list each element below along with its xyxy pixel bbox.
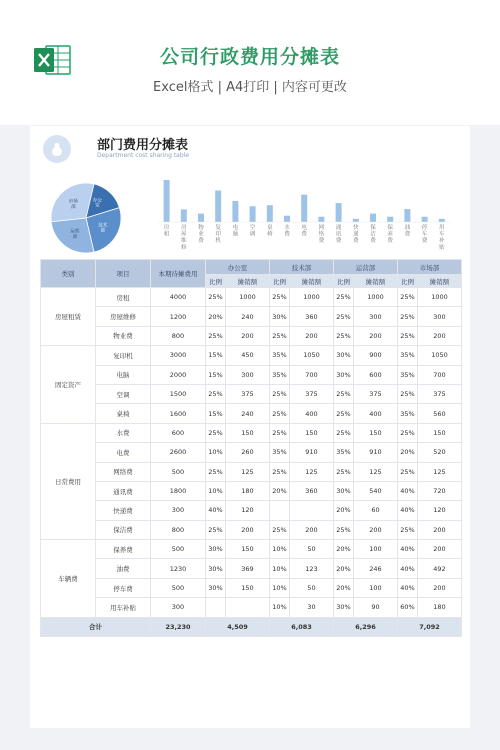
table-row	[41, 404, 462, 423]
share-cell: 125	[354, 462, 398, 481]
share-cell: 200	[226, 520, 270, 539]
bar-category-label: 桌椅	[266, 225, 273, 238]
share-cell: 200	[290, 520, 334, 539]
amount-cell: 600	[151, 423, 206, 442]
ratio-cell: 25%	[334, 326, 354, 345]
table-row	[41, 598, 462, 617]
ratio-cell: 25%	[206, 326, 226, 345]
table-row	[41, 423, 462, 442]
ratio-cell: 15%	[206, 365, 226, 384]
pie-slice-label: 办公室	[92, 198, 103, 209]
header-ratio: 比例	[334, 275, 354, 288]
ratio-cell: 25%	[334, 307, 354, 326]
amount-cell: 3000	[151, 346, 206, 365]
pie-slice-label: 运营部	[70, 229, 80, 240]
ratio-cell: 10%	[206, 443, 226, 462]
share-cell: 60	[354, 501, 398, 520]
share-cell: 200	[290, 326, 334, 345]
ratio-cell: 25%	[398, 307, 418, 326]
ratio-cell: 25%	[270, 462, 290, 481]
share-cell: 1000	[290, 288, 334, 307]
header-share: 摊销额	[418, 275, 462, 288]
share-cell: 150	[418, 423, 462, 442]
ratio-cell: 30%	[334, 481, 354, 500]
item-cell: 电脑	[96, 365, 151, 384]
bar	[439, 219, 445, 222]
share-cell: 150	[226, 540, 270, 559]
ratio-cell: 25%	[398, 384, 418, 403]
ratio-cell: 30%	[334, 365, 354, 384]
table-row	[41, 346, 462, 365]
amount-cell: 500	[151, 462, 206, 481]
bar	[370, 214, 376, 222]
ratio-cell: 25%	[334, 288, 354, 307]
ratio-cell: 30%	[334, 598, 354, 617]
table-row	[41, 288, 462, 307]
ratio-cell: 35%	[334, 443, 354, 462]
bar-category-label: 油费	[404, 225, 411, 238]
ratio-cell: 25%	[206, 520, 226, 539]
ratio-cell: 25%	[270, 384, 290, 403]
ratio-cell: 35%	[398, 404, 418, 423]
share-cell: 120	[418, 501, 462, 520]
share-cell: 360	[290, 481, 334, 500]
category-cell: 车辆费	[41, 540, 96, 618]
amount-cell: 500	[151, 540, 206, 559]
item-cell: 桌椅	[96, 404, 151, 423]
share-cell: 50	[290, 540, 334, 559]
bar-category-label: 电费	[301, 225, 308, 238]
share-cell: 125	[226, 462, 270, 481]
share-cell	[226, 598, 270, 617]
share-cell: 1050	[290, 346, 334, 365]
share-cell: 150	[226, 423, 270, 442]
share-cell: 30	[290, 598, 334, 617]
header-ratio: 比例	[206, 275, 226, 288]
ratio-cell: 15%	[206, 404, 226, 423]
share-cell: 520	[418, 443, 462, 462]
item-cell: 快递费	[96, 501, 151, 520]
ratio-cell: 30%	[206, 559, 226, 578]
share-cell: 1000	[354, 288, 398, 307]
share-cell: 600	[354, 365, 398, 384]
amount-cell: 4000	[151, 288, 206, 307]
pie-slice-label: 技术部	[98, 223, 108, 234]
ratio-cell: 25%	[270, 288, 290, 307]
item-cell: 保洁费	[96, 520, 151, 539]
item-cell: 水费	[96, 423, 151, 442]
bar	[181, 209, 187, 222]
bar	[198, 214, 204, 222]
share-cell: 450	[226, 346, 270, 365]
bar	[215, 191, 221, 223]
share-cell: 300	[226, 365, 270, 384]
ratio-cell: 25%	[270, 404, 290, 423]
ratio-cell: 20%	[270, 481, 290, 500]
ratio-cell: 25%	[206, 423, 226, 442]
ratio-cell: 10%	[270, 540, 290, 559]
share-cell: 1000	[226, 288, 270, 307]
share-cell: 700	[418, 365, 462, 384]
bar	[404, 209, 410, 222]
ratio-cell	[270, 501, 290, 520]
share-cell: 180	[418, 598, 462, 617]
ratio-cell: 25%	[334, 404, 354, 423]
sheet-subtitle: Department cost sharing table	[97, 152, 190, 159]
amount-cell: 500	[151, 578, 206, 597]
amount-cell: 1200	[151, 307, 206, 326]
amount-cell: 1800	[151, 481, 206, 500]
totals-share: 6,296	[334, 617, 398, 636]
bar-category-label: 水费	[284, 225, 290, 238]
ratio-cell: 25%	[398, 288, 418, 307]
bar-category-label: 网络费	[318, 225, 325, 245]
ratio-cell: 25%	[398, 423, 418, 442]
header-ratio: 比例	[270, 275, 290, 288]
share-cell: 240	[226, 404, 270, 423]
header-amount: 本期待摊费用	[151, 260, 206, 288]
header-category: 类别	[41, 260, 96, 288]
item-cell: 空调	[96, 384, 151, 403]
ratio-cell: 25%	[334, 423, 354, 442]
share-cell: 910	[354, 443, 398, 462]
amount-cell: 800	[151, 326, 206, 345]
page-subtitle: Excel格式 | A4打印 | 内容可更改	[153, 80, 347, 95]
bar	[164, 180, 170, 222]
bar	[422, 217, 428, 222]
ratio-cell: 10%	[206, 481, 226, 500]
share-cell: 120	[226, 501, 270, 520]
share-cell: 125	[418, 462, 462, 481]
item-cell: 油费	[96, 559, 151, 578]
bar-category-label: 保养费	[387, 225, 394, 245]
ratio-cell: 30%	[334, 346, 354, 365]
ratio-cell: 25%	[206, 462, 226, 481]
ratio-cell	[206, 598, 226, 617]
share-cell: 123	[290, 559, 334, 578]
ratio-cell: 40%	[398, 578, 418, 597]
bar	[267, 205, 273, 222]
table-row	[41, 559, 462, 578]
item-cell: 房租	[96, 288, 151, 307]
bar	[336, 203, 342, 222]
ratio-cell: 40%	[398, 540, 418, 559]
ratio-cell: 20%	[398, 443, 418, 462]
category-cell: 日常费用	[41, 423, 96, 539]
ratio-cell: 40%	[398, 559, 418, 578]
amount-cell: 300	[151, 598, 206, 617]
totals-share: 4,509	[206, 617, 270, 636]
share-cell: 200	[418, 326, 462, 345]
ratio-cell: 25%	[206, 288, 226, 307]
ratio-cell: 35%	[270, 346, 290, 365]
ratio-cell: 20%	[334, 501, 354, 520]
header-department: 办公室	[206, 260, 270, 275]
ratio-cell: 25%	[270, 520, 290, 539]
page-header	[0, 0, 500, 125]
table-row	[41, 307, 462, 326]
table-body	[41, 288, 462, 618]
category-cell: 房屋租赁	[41, 288, 96, 346]
totals-share: 6,083	[270, 617, 334, 636]
bar-category-label: 保洁费	[370, 225, 376, 245]
table-row	[41, 501, 462, 520]
ratio-cell: 40%	[398, 481, 418, 500]
share-cell: 300	[418, 307, 462, 326]
bar	[318, 217, 324, 222]
ratio-cell: 25%	[334, 462, 354, 481]
amount-cell: 1500	[151, 384, 206, 403]
ratio-cell: 25%	[398, 462, 418, 481]
share-cell: 200	[354, 520, 398, 539]
pie-slice-label: 市场部	[68, 199, 78, 210]
ratio-cell: 10%	[270, 598, 290, 617]
bar-category-label: 停车费	[421, 225, 428, 245]
ratio-cell: 35%	[398, 365, 418, 384]
share-cell: 90	[354, 598, 398, 617]
share-cell: 560	[418, 404, 462, 423]
category-cell: 固定资产	[41, 346, 96, 424]
table-row	[41, 540, 462, 559]
totals-label: 合计	[41, 617, 151, 636]
ratio-cell: 10%	[270, 559, 290, 578]
share-cell: 375	[354, 384, 398, 403]
share-cell: 50	[290, 578, 334, 597]
cost-table	[40, 259, 462, 637]
ratio-cell: 30%	[270, 307, 290, 326]
ratio-cell: 35%	[270, 365, 290, 384]
share-cell: 260	[226, 443, 270, 462]
share-cell: 200	[418, 540, 462, 559]
ratio-cell: 20%	[334, 578, 354, 597]
share-cell: 720	[418, 481, 462, 500]
ratio-cell: 25%	[270, 326, 290, 345]
amount-cell: 300	[151, 501, 206, 520]
ratio-cell: 15%	[206, 346, 226, 365]
item-cell: 房屋维修	[96, 307, 151, 326]
amount-cell: 2600	[151, 443, 206, 462]
bar-category-label: 快递费	[352, 225, 359, 245]
table-row	[41, 578, 462, 597]
item-cell: 保养费	[96, 540, 151, 559]
share-cell: 200	[226, 326, 270, 345]
item-cell: 网络费	[96, 462, 151, 481]
share-cell: 150	[226, 578, 270, 597]
share-cell: 910	[290, 443, 334, 462]
bar	[232, 201, 238, 222]
ratio-cell: 20%	[206, 307, 226, 326]
ratio-cell: 30%	[206, 578, 226, 597]
item-cell: 物业费	[96, 326, 151, 345]
share-cell: 375	[290, 384, 334, 403]
ratio-cell: 35%	[270, 443, 290, 462]
ratio-cell: 60%	[398, 598, 418, 617]
share-cell: 1000	[418, 288, 462, 307]
table-row	[41, 462, 462, 481]
ratio-cell: 40%	[398, 501, 418, 520]
share-cell: 300	[354, 307, 398, 326]
bar-category-label: 用车补贴	[438, 225, 445, 251]
bar	[353, 219, 359, 222]
bar-category-label: 通讯费	[335, 225, 342, 245]
ratio-cell: 25%	[334, 520, 354, 539]
bar-category-label: 房租	[163, 225, 170, 238]
header-department: 运营部	[334, 260, 398, 275]
share-cell: 125	[290, 462, 334, 481]
expense-bar-chart	[30, 126, 470, 266]
item-cell: 复印机	[96, 346, 151, 365]
share-cell: 1050	[418, 346, 462, 365]
share-cell: 492	[418, 559, 462, 578]
bar-category-label: 空调	[249, 225, 256, 238]
item-cell: 通讯费	[96, 481, 151, 500]
share-cell: 369	[226, 559, 270, 578]
spreadsheet-preview	[30, 126, 470, 728]
header-item: 项目	[96, 260, 151, 288]
header-ratio: 比例	[398, 275, 418, 288]
amount-cell: 1600	[151, 404, 206, 423]
bar-category-label: 房屋维修	[180, 225, 187, 251]
share-cell: 246	[354, 559, 398, 578]
bar	[250, 206, 256, 222]
bar-category-label: 复印机	[215, 225, 222, 245]
share-cell: 200	[418, 520, 462, 539]
item-cell: 用车补贴	[96, 598, 151, 617]
table-row	[41, 384, 462, 403]
sheet-title: 部门费用分摊表	[97, 138, 189, 153]
share-cell: 100	[354, 578, 398, 597]
amount-cell: 2000	[151, 365, 206, 384]
table-row	[41, 481, 462, 500]
table-row	[41, 443, 462, 462]
share-cell	[290, 501, 334, 520]
item-cell: 电费	[96, 443, 151, 462]
share-cell: 360	[290, 307, 334, 326]
ratio-cell: 30%	[206, 540, 226, 559]
share-cell: 200	[418, 578, 462, 597]
amount-cell: 1230	[151, 559, 206, 578]
table-row	[41, 326, 462, 345]
bar	[301, 195, 307, 222]
share-cell: 700	[290, 365, 334, 384]
ratio-cell: 25%	[334, 384, 354, 403]
page-title: 公司行政费用分摊表	[159, 46, 340, 68]
table-row	[41, 520, 462, 539]
ratio-cell: 40%	[206, 501, 226, 520]
amount-cell: 800	[151, 520, 206, 539]
share-cell: 540	[354, 481, 398, 500]
ratio-cell: 25%	[398, 326, 418, 345]
bar-category-label: 电脑	[232, 225, 239, 238]
totals-amount: 23,230	[151, 617, 206, 636]
item-cell: 停车费	[96, 578, 151, 597]
header-share: 摊销额	[226, 275, 270, 288]
table-row	[41, 365, 462, 384]
ratio-cell: 25%	[206, 384, 226, 403]
ratio-cell: 20%	[334, 559, 354, 578]
ratio-cell: 20%	[334, 540, 354, 559]
totals-row	[41, 617, 462, 636]
header-share: 摊销额	[290, 275, 334, 288]
share-cell: 200	[354, 326, 398, 345]
ratio-cell: 10%	[270, 578, 290, 597]
share-cell: 400	[354, 404, 398, 423]
share-cell: 375	[226, 384, 270, 403]
share-cell: 900	[354, 346, 398, 365]
share-cell: 150	[354, 423, 398, 442]
ratio-cell: 25%	[270, 423, 290, 442]
share-cell: 400	[290, 404, 334, 423]
ratio-cell: 35%	[398, 346, 418, 365]
share-cell: 100	[354, 540, 398, 559]
share-cell: 180	[226, 481, 270, 500]
header-share: 摊销额	[354, 275, 398, 288]
share-cell: 150	[290, 423, 334, 442]
bar	[387, 217, 393, 222]
totals-share: 7,092	[398, 617, 462, 636]
share-cell: 375	[418, 384, 462, 403]
header-department: 市场部	[398, 260, 462, 275]
share-cell: 240	[226, 307, 270, 326]
ratio-cell: 25%	[398, 520, 418, 539]
header-department: 技术部	[270, 260, 334, 275]
bar-category-label: 物业费	[198, 225, 204, 245]
bar	[284, 216, 290, 222]
